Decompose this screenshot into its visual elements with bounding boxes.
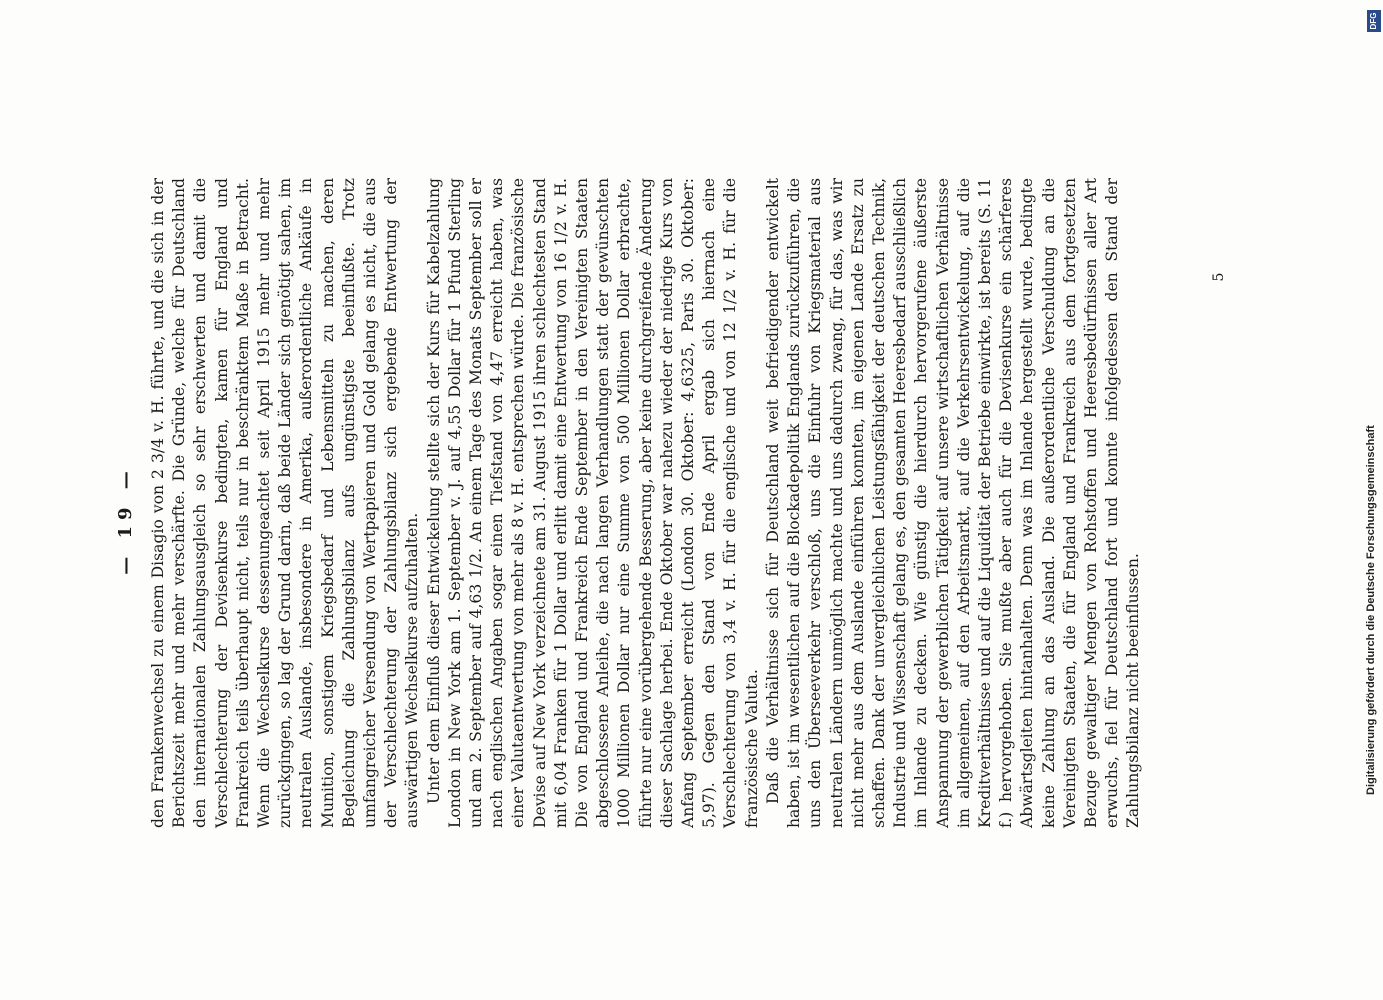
dfg-logo-text: DFG bbox=[1369, 12, 1378, 30]
folio-number: 5 bbox=[1211, 272, 1227, 282]
digitization-credit bbox=[1360, 5, 1383, 995]
paragraph-2: Unter dem Einfluß dieser Entwickelung stellte sich der Kurs für Kabelzahlung London in New York am 1. September v. J. auf 4,55 Dollar für 1 Pfund Sterling und am 2. September auf 4,63 1/2. An einem Tage des Monats September soll er nach englischen Angaben sogar einen Tiefstand von 4,47 erreicht haben, was einer Valutaentwertung von mehr als 8 v. H. entsprechen würde. Die französische Devise auf New York verzeichnete am 31. August 1915 ihren schlechtesten Stand mit 6,04 Franken für 1 Dollar und erlitt damit eine Entwertung von 16 1/2 v. H. Die von England und Frankreich Ende September in den Vereinigten Staaten abgeschlossene Anleihe, die nach langen Verhandlungen statt der gewünschten 1000 Millionen Dollar nur eine Summe von 500 Millionen Dollar erbrachte, führte nur eine vorübergehende Besserung, aber keine durchgreifende Änderung dieser Sachlage herbei. Ende Oktober war nahezu wieder der niedrige Kurs von Anfang September erreicht (London 30. Oktober: 4,6325, Paris 30. Oktober: 5,97). Gegen den Stand von Ende April ergab sich hiernach eine Verschlechterung von 3,4 v. H. für die englische und von 12 1/2 v. H. für die französische Valuta. bbox=[424, 178, 761, 828]
body-text-area bbox=[148, 178, 1184, 828]
paragraph-3: Daß die Verhältnisse sich für Deutschland weit befriedigender entwickelt haben, ist im wesentlichen auf die Blockadepolitik Englands zurückzuführen, die uns den Überseeverkehr verschloß, uns die Einfuhr von Kriegsmaterial aus neutralen Ländern unmöglich machte und uns dadurch zwang, für das, was wir nicht mehr aus dem Auslande einführen konnten, im eigenen Lande Ersatz zu schaffen. Dank der unvergleichlichen Leistungsfähigkeit der deutschen Technik, Industrie und Wissenschaft gelang es, den gesamten Heeresbedarf ausschließlich im Inlande zu decken. Wie günstig die hierdurch hervorgerufene äußerste Anspannung der gewerblichen Tätigkeit auf unsere wirtschaftlichen Verhältnisse im allgemeinen, auf den Arbeitsmarkt, auf die Verkehrsentwickelung, auf die Kreditverhältnisse und auf die Liquidität der Betriebe einwirkte, ist bereits (S. 11 f.) hervorgehoben. Sie mußte aber auch für die Devisenkurse ein schärferes Abwärtsgleiten hintanhalten. Denn was im Inlande hergestellt wurde, bedingte keine Zahlung an das Ausland. Die außerordentliche Verschuldung an die Vereinigten Staaten, die für England und Frankreich aus dem fortgesetzten Bezuge gewaltiger Mengen von Rohstoffen und Heeresbedürfnissen aller Art erwuchs, fiel für Deutschland fort und konnte infolgedessen den Stand der Zahlungsbilanz nicht beeinflussen. bbox=[763, 178, 1143, 828]
credit-text: Digitalisierung gefördert durch die Deutsche Forschungsgemeinschaft bbox=[1365, 425, 1377, 795]
page-number-container bbox=[96, 460, 156, 580]
page-number: — 19 — bbox=[115, 465, 136, 575]
paragraph-1: den Frankenwechsel zu einem Disagio von 2 3/4 v. H. führte, und die sich in der Berichtszeit mehr und mehr verschärfte. Die Gründe, welche für Deutschland den internationalen Zahlungsausgleich so sehr erschwerten und damit die Verschlechterung der Devisenkurse bedingten, kamen für England und Frankreich teils überhaupt nicht, teils nur in beschränktem Maße in Betracht. Wenn die Wechselkurse dessenungeachtet seit April 1915 mehr und mehr zurückgingen, so lag der Grund darin, daß beide Länder sich genötigt sahen, im neutralen Auslande, insbesondere in Amerika, außerordentliche Ankäufe in Munition, sonstigem Kriegsbedarf und Lebensmitteln zu machen, deren Begleichung die Zahlungsbilanz aufs ungünstigste beeinflußte. Trotz umfangreicher Versendung von Wertpapieren und Gold gelang es nicht, die aus der Verschlechterung der Zahlungsbilanz sich ergebende Entwertung der auswärtigen Wechselkurse aufzuhalten. bbox=[149, 178, 422, 828]
body-text bbox=[148, 178, 1184, 828]
folio-container bbox=[1204, 262, 1234, 292]
dfg-logo bbox=[1367, 10, 1381, 32]
